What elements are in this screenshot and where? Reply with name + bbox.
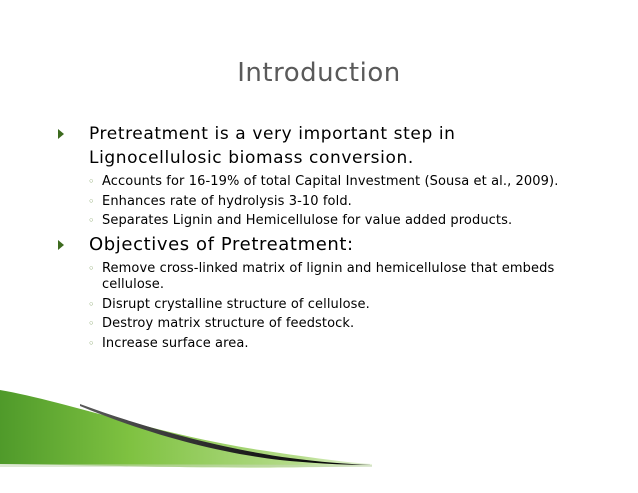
triangle-bullet-icon: [58, 240, 64, 250]
sub-bullet-2-3-text: Destroy matrix structure of feedstock.: [102, 316, 355, 331]
sub-bullet-2-4: [58, 336, 578, 353]
sub-bullet-1-3-text: Separates Lignin and Hemicellulose for value added products.: [102, 213, 513, 228]
sub-bullet-1-1: [58, 174, 578, 191]
green-swoosh-decoration: [0, 390, 638, 493]
sub-bullet-list-2: [58, 261, 578, 353]
green-wedge-shape: [0, 390, 372, 468]
sub-bullet-1-2: [58, 194, 578, 211]
circle-bullet-icon: ◦: [88, 336, 95, 350]
circle-bullet-icon: ◦: [88, 194, 95, 208]
sub-bullet-list-1: [58, 174, 578, 230]
sub-bullet-1-1-text: Accounts for 16-19% of total Capital Investment (Sousa et al., 2009).: [102, 174, 559, 189]
sub-bullet-2-1-text: Remove cross-linked matrix of lignin and hemicellulose that embeds cellulose.: [102, 260, 555, 292]
circle-bullet-icon: ◦: [88, 317, 95, 330]
sub-bullet-1-2-text: Enhances rate of hydrolysis 3-10 fold.: [102, 193, 352, 209]
sub-bullet-1-3: [58, 213, 578, 230]
sub-bullet-2-2: [58, 297, 578, 314]
slide-title: Introduction: [237, 58, 401, 88]
bullet-point-1: [58, 122, 578, 170]
bullet-point-2-text: Objectives of Pretreatment:: [89, 233, 354, 255]
circle-bullet-icon: ◦: [88, 261, 95, 275]
sub-bullet-2-4-text: Increase surface area.: [102, 335, 249, 351]
triangle-bullet-icon: [58, 129, 64, 139]
circle-bullet-icon: ◦: [88, 297, 95, 311]
circle-bullet-icon: ◦: [88, 214, 95, 227]
slide-content: [58, 122, 578, 355]
sub-bullet-2-2-text: Disrupt crystalline structure of cellulose.: [102, 296, 370, 312]
bullet-point-2: [58, 233, 578, 257]
circle-bullet-icon: ◦: [88, 175, 95, 188]
bullet-point-1-text: Pretreatment is a very important step in Lignocellulosic biomass conversion.: [89, 124, 456, 168]
sub-bullet-2-3: [58, 316, 578, 333]
sub-bullet-2-1: [58, 261, 578, 294]
